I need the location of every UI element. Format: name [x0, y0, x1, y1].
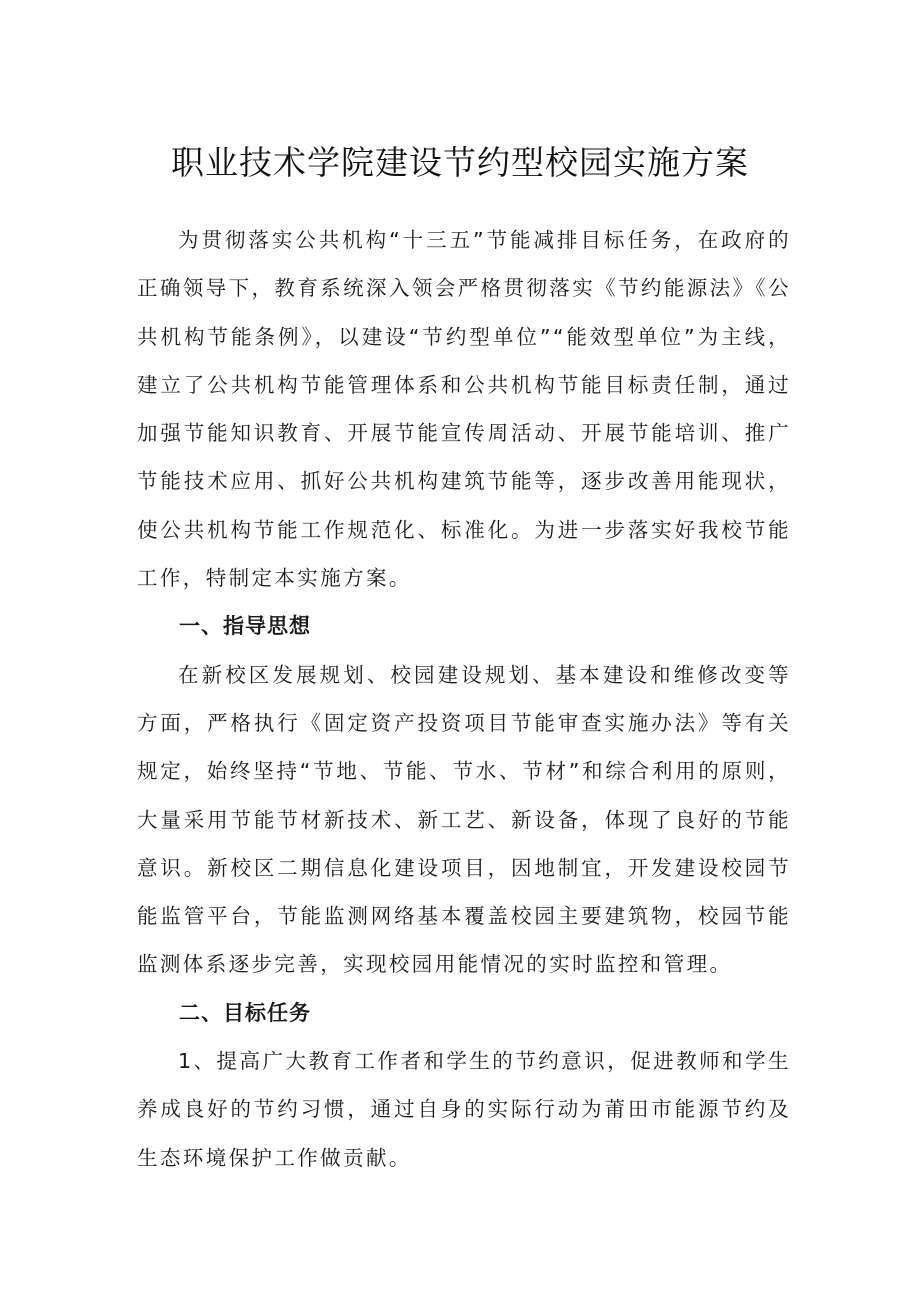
intro-paragraph: 为贯彻落实公共机构“十三五”节能减排目标任务，在政府的正确领导下，教育系统深入领会严格贯彻落实《节约能源法》《公共机构节能条例》，以建设“节约型单位”“能效型单位”为主线，建立了公共机构节能管理体系和公共机构节能目标责任制，通过加强节能知识教育、开展节能宣传周活动、开展节能培训、推广节能技术应用、抓好公共机构建筑节能等，逐步改善用能现状，使公共机构节能工作规范化、标准化。为进一步落实好我校节能工作，特制定本实施方案。: [137, 228, 791, 591]
section-paragraph-goals-tasks: 1、提高广大教育工作者和学生的节约意识，促进教师和学生养成良好的节约习惯，通过自身的实际行动为莆田市能源节约及生态环境保护工作做贡献。: [137, 1049, 791, 1170]
document-title: 职业技术学院建设节约型校园实施方案: [171, 143, 749, 182]
document-body: [137, 216, 791, 1182]
section-heading-goals-tasks: 二、目标任务: [179, 1000, 311, 1025]
section-heading-guiding-ideology: 一、指导思想: [179, 614, 311, 639]
section-paragraph-guiding-ideology: 在新校区发展规划、校园建设规划、基本建设和维修改变等方面，严格执行《固定资产投资项目节能审查实施办法》等有关规定，始终坚持“节地、节能、节水、节材”和综合利用的原则，大量采用节能节材新技术、新工艺、新设备，体现了良好的节能意识。新校区二期信息化建设项目，因地制宜，开发建设校园节能监管平台，节能监测网络基本覆盖校园主要建筑物，校园节能监测体系逐步完善，实现校园用能情况的实时监控和管理。: [137, 662, 791, 977]
